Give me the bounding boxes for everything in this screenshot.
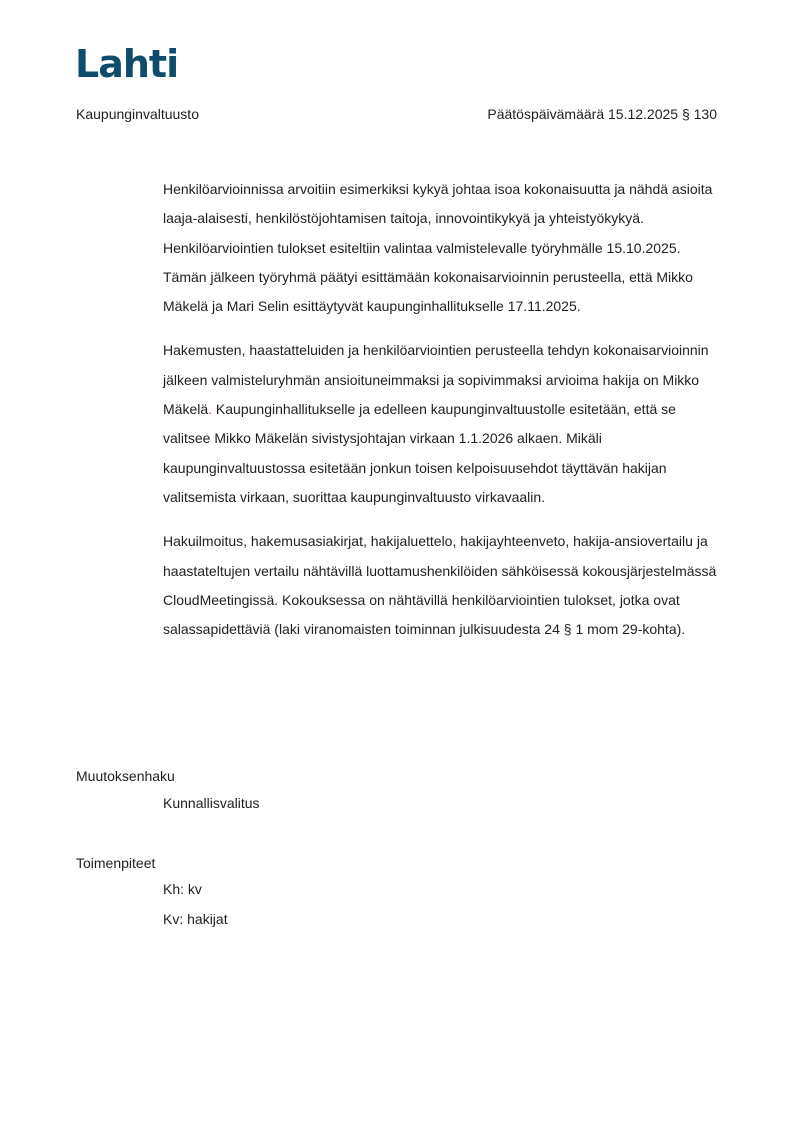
paragraph-assessment: Henkilöarvioinnissa arvoitiin esimerkiksi kykyä johtaa isoa kokonaisuutta ja nähdä asioita laaja-alaisesti, henkilöstöjohtamisen taitoja, innovointikykyä ja yhteistyökykyä. Henkilöarviointien tulokset esiteltiin valintaa valmistelevalle työryhmälle 15.10.2025. Tämän jälkeen työryhmä päätyi esittämään kokonaisarvioinnin perusteella, että Mikko Mäkelä ja Mari Selin esittäytyvät kaupunginhallitukselle 17.11.2025. — [163, 181, 713, 315]
lahti-logo: Lahti — [75, 42, 179, 86]
body-name: Kaupunginvaltuusto — [76, 106, 199, 122]
appeal-title: Muutoksenhaku — [76, 768, 175, 784]
document-body — [163, 175, 723, 659]
decision-date: Päätöspäivämäärä 15.12.2025 § 130 — [487, 106, 717, 122]
appeal-value: Kunnallisvalitus — [163, 795, 260, 811]
actions-title: Toimenpiteet — [76, 855, 156, 871]
proposal-text-b: Kaupunginhallitukselle ja edelleen kaupunginvaltuustolle esitetään, että se valitsee Mikko Mäkelän sivistysjohtajan virkaan 1.1.2026 alkaen. Mikäli kaupunginvaltuustossa esitetään jonkun toisen kelpoisuusehdot täyttävän hakijan valitsemista virkaan, suorittaa kaupunginvaltuusto virkavaalin. — [163, 401, 676, 505]
proposal-text-a: Hakemusten, haastatteluiden ja henkilöarviointien perusteella tehdyn kokonaisarvioinnin jälkeen valmisteluryhmän ansioituneimmaksi ja sopivimmaksi arvioima hakija on Mikko Mäkelä — [163, 342, 709, 418]
action-item: Kv: hakijat — [163, 911, 228, 927]
red-period: . — [208, 401, 213, 418]
action-item: Kh: kv — [163, 881, 202, 897]
paragraph-documents: Hakuilmoitus, hakemusasiakirjat, hakijaluettelo, hakijayhteenveto, hakija-ansiovertailu ja haastateltujen vertailu nähtävillä luottamushenkilöiden sähköisessä kokousjärjestelmässä CloudMeetingissä. Kokouksessa on nähtävillä henkilöarviointien tulokset, jotka ovat salassapidettäviä (laki viranomaisten toiminnan julkisuudesta 24 § 1 mom 29-kohta). — [163, 533, 717, 638]
paragraph-proposal — [163, 336, 723, 512]
